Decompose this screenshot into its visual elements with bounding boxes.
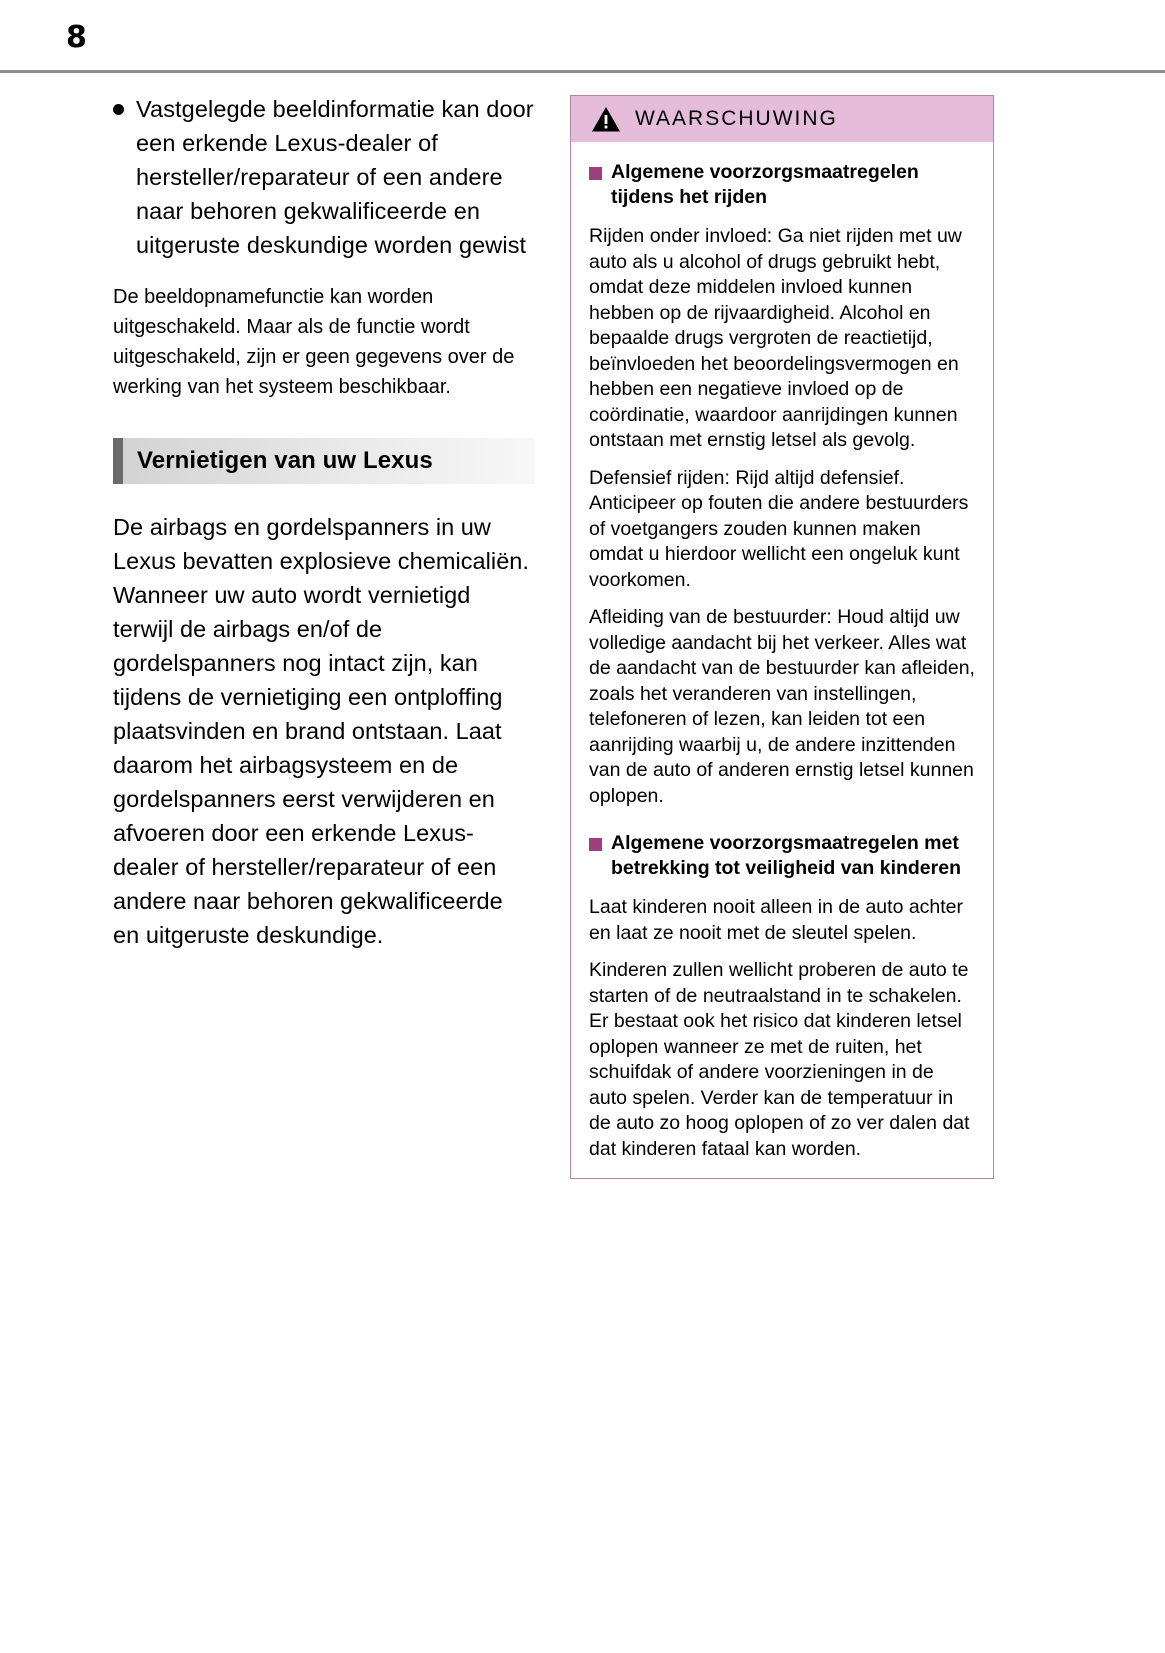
warning-triangle-icon [591,106,621,133]
warning-paragraph: Afleiding van de bestuurder: Houd altijd uw volledige aandacht bij het verkeer. Alles wat de aandacht van de bestuurder kan afleiden, zoals het veranderen van instellingen, telefoneren of lezen, kan leiden tot een aanrijding waarbij u, de andere inzittenden van de auto of anderen ernstig letsel kunnen oplopen. [589,606,975,807]
header-divider [0,70,1165,73]
left-column [113,92,535,952]
warning-paragraph: Defensief rijden: Rijd altijd defensief. Anticipeer op fouten die andere bestuurders of voetgangers zouden kunnen maken omdat u hierdoor wellicht een ongeluk kunt voorkomen. [589,466,969,591]
warning-subheading-text: Algemene voorzorgsmaatregelen tijdens het rijden [611,161,919,208]
section-body-paragraph: De airbags en gordelspanners in uw Lexus bevatten explosieve chemicaliën. Wanneer uw auto wordt vernietigd terwijl de airbags en/of de gordelspanners nog intact zijn, kan tijdens de vernietiging een ontploffing plaatsvinden en brand ontstaan. Laat daarom het airbagsysteem en de gordelspanners eerst verwijderen en afvoeren door een erkende Lexus-dealer of hersteller/reparateur of een andere naar behoren gekwalificeerde en uitgeruste deskundige. [113,514,530,948]
warning-subheading [589,160,975,210]
heading-accent-bar [113,438,123,484]
list-item-text: Vastgelegde beeldinformatie kan door een erkende Lexus-dealer of hersteller/reparateur of een andere naar behoren gekwalificeerde en uitgeruste deskundige worden gewist [136,96,534,258]
right-column [570,95,994,1179]
section-heading [113,438,535,484]
page-number: 8 [66,20,87,55]
warning-header [571,96,993,142]
warning-paragraph: Laat kinderen nooit alleen in de auto achter en laat ze nooit met de sleutel spelen. [589,896,964,944]
warning-paragraph: Rijden onder invloed: Ga niet rijden met uw auto als u alcohol of drugs gebruikt hebt, omdat deze middelen invloed kunnen hebben op de rijvaardigheid. Alcohol en bepaalde drugs vergroten de reactietijd, beïnvloeden het beoordelingsvermogen en hebben een negatieve invloed op de coördinatie, waardoor aanrijdingen kunnen ontstaan met ernstig letsel als gevolg. [589,225,962,451]
warning-box [570,95,994,1179]
warning-body [571,142,993,1178]
warning-subheading [589,831,975,881]
warning-paragraph: Kinderen zullen wellicht proberen de auto te starten of de neutraalstand in te schakelen. Er bestaat ook het risico dat kinderen letsel oplopen wanneer ze met de ruiten, het schuifdak of andere voorzieningen in de auto spelen. Verder kan de temperatuur in de auto zo hoog oplopen of zo ver dalen dat dat kinderen fataal kan worden. [589,959,970,1160]
square-bullet-icon [589,838,602,851]
list-item [113,92,535,262]
bullet-dot-icon [113,104,124,115]
intro-paragraph: De beeldopnamefunctie kan worden uitgeschakeld. Maar als de functie wordt uitgeschakeld, zijn er geen gegevens over de werking van het systeem beschikbaar. [113,286,515,398]
warning-title-text: WAARSCHUWING [635,107,838,130]
section-heading-text: Vernietigen van uw Lexus [137,447,433,474]
warning-subheading-text: Algemene voorzorgsmaatregelen met betrekking tot veiligheid van kinderen [611,832,962,879]
square-bullet-icon [589,167,602,180]
